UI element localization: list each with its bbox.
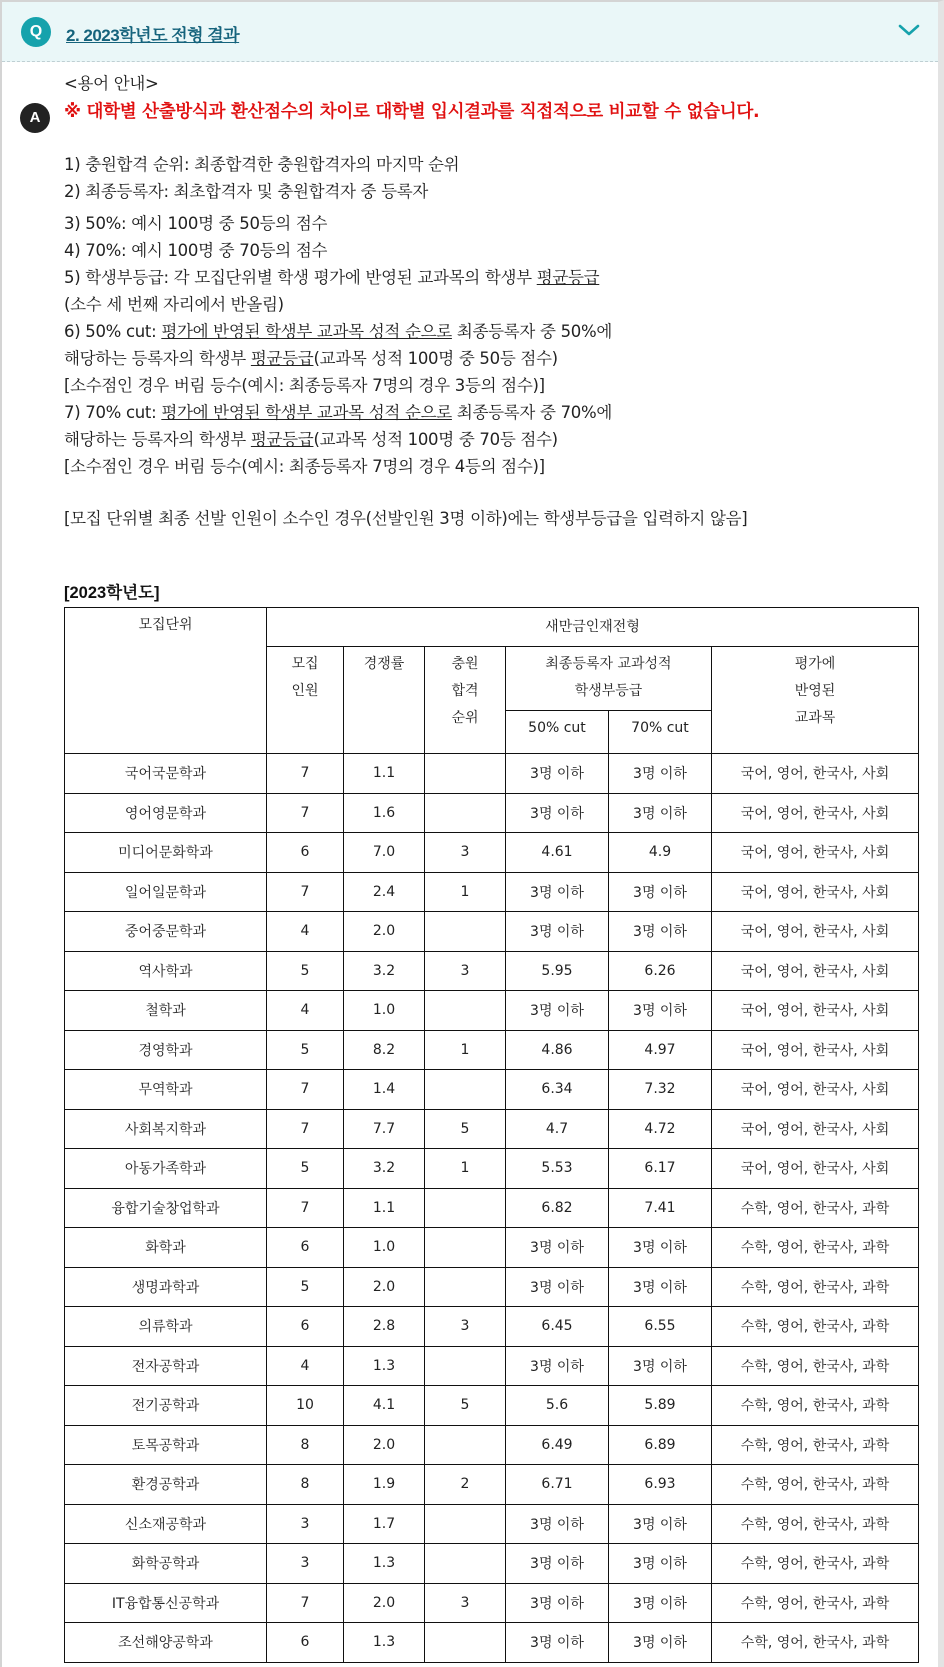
cell-cut50: 4.7 <box>506 1109 609 1149</box>
cell-cut70: 4.97 <box>609 1030 712 1070</box>
cell-unit: 경영학과 <box>65 1030 267 1070</box>
table-row <box>65 1070 919 1110</box>
cell-cut70: 3명 이하 <box>609 1504 712 1544</box>
cell-rate: 2.0 <box>344 912 425 952</box>
header-subjects-l2: 반영된 <box>794 683 836 699</box>
cell-rate: 1.0 <box>344 991 425 1031</box>
table-row <box>65 1465 919 1505</box>
cell-rate: 4.1 <box>344 1386 425 1426</box>
cell-unit: 신소재공학과 <box>65 1504 267 1544</box>
cell-cut50: 3명 이하 <box>506 1346 609 1386</box>
cell-subjects: 국어, 영어, 한국사, 사회 <box>712 833 919 873</box>
definition-1: 1) 충원합격 순위: 최종합격한 충원합격자의 마지막 순위 <box>64 155 460 174</box>
cell-waitlist: 5 <box>425 1386 506 1426</box>
cell-cut50: 3명 이하 <box>506 1583 609 1623</box>
definition-6-text-c: 해당하는 등록자의 학생부 <box>64 349 251 368</box>
header-quota <box>267 647 344 754</box>
cell-unit: 환경공학과 <box>65 1465 267 1505</box>
cell-rate: 1.7 <box>344 1504 425 1544</box>
header-grade-l1: 최종등록자 교과성적 <box>545 656 672 672</box>
definition-7-underline-2: 평균등급 <box>250 430 314 449</box>
table-row <box>65 1228 919 1268</box>
cell-unit: 조선해양공학과 <box>65 1623 267 1663</box>
cell-quota: 3 <box>267 1504 344 1544</box>
definition-6-text-b: 최종등록자 중 50%에 <box>451 322 612 341</box>
cell-cut50: 6.34 <box>506 1070 609 1110</box>
admission-results-table <box>64 607 919 1663</box>
cell-quota: 3 <box>267 1544 344 1584</box>
cell-quota: 5 <box>267 951 344 991</box>
cell-cut70: 3명 이하 <box>609 1623 712 1663</box>
definition-6-text-d: (교과목 성적 100명 중 50등 점수) <box>313 349 558 368</box>
table-title: [2023학년도] <box>64 584 160 602</box>
cell-cut70: 6.17 <box>609 1149 712 1189</box>
cell-cut50: 3명 이하 <box>506 912 609 952</box>
cell-rate: 2.4 <box>344 872 425 912</box>
question-badge: Q <box>21 17 51 47</box>
cell-cut50: 3명 이하 <box>506 793 609 833</box>
cell-waitlist <box>425 912 506 952</box>
cell-cut50: 3명 이하 <box>506 1623 609 1663</box>
definition-2: 2) 최종등록자: 최초합격자 및 충원합격자 중 등록자 <box>64 182 429 201</box>
header-quota-l1: 모집 <box>291 656 319 672</box>
cell-cut50: 3명 이하 <box>506 754 609 794</box>
cell-subjects: 국어, 영어, 한국사, 사회 <box>712 754 919 794</box>
cell-quota: 7 <box>267 1188 344 1228</box>
cell-unit: 영어영문학과 <box>65 793 267 833</box>
cell-cut70: 5.89 <box>609 1386 712 1426</box>
cell-cut50: 6.82 <box>506 1188 609 1228</box>
cell-unit: 국어국문학과 <box>65 754 267 794</box>
cell-rate: 1.3 <box>344 1346 425 1386</box>
definition-6-text: 6) 50% cut: <box>64 322 162 341</box>
cell-quota: 8 <box>267 1425 344 1465</box>
cell-unit: 토목공학과 <box>65 1425 267 1465</box>
cell-quota: 7 <box>267 1070 344 1110</box>
cell-unit: 생명과학과 <box>65 1267 267 1307</box>
cell-rate: 1.3 <box>344 1544 425 1584</box>
header-competition: 경쟁률 <box>344 647 425 754</box>
cell-unit: 화학과 <box>65 1228 267 1268</box>
table-row <box>65 1267 919 1307</box>
cell-cut70: 3명 이하 <box>609 754 712 794</box>
cell-subjects: 국어, 영어, 한국사, 사회 <box>712 793 919 833</box>
cell-subjects: 수학, 영어, 한국사, 과학 <box>712 1307 919 1347</box>
cell-rate: 2.0 <box>344 1425 425 1465</box>
cell-quota: 5 <box>267 1267 344 1307</box>
definition-6-underline-2: 평균등급 <box>250 349 314 368</box>
table-row <box>65 1188 919 1228</box>
cell-rate: 2.0 <box>344 1583 425 1623</box>
definition-5 <box>64 264 924 291</box>
cell-cut50: 6.49 <box>506 1425 609 1465</box>
cell-cut70: 3명 이하 <box>609 1228 712 1268</box>
cell-subjects: 수학, 영어, 한국사, 과학 <box>712 1386 919 1426</box>
definition-3: 3) 50%: 예시 100명 중 50등의 점수 <box>64 214 328 233</box>
table-body <box>65 754 919 1663</box>
table-row <box>65 1425 919 1465</box>
cell-quota: 10 <box>267 1386 344 1426</box>
cell-cut70: 6.55 <box>609 1307 712 1347</box>
cell-cut50: 3명 이하 <box>506 1544 609 1584</box>
cell-rate: 1.9 <box>344 1465 425 1505</box>
cell-rate: 1.3 <box>344 1623 425 1663</box>
cell-cut70: 4.72 <box>609 1109 712 1149</box>
cell-waitlist: 1 <box>425 1030 506 1070</box>
cell-subjects: 수학, 영어, 한국사, 과학 <box>712 1425 919 1465</box>
header-subjects <box>712 647 919 754</box>
definition-4: 4) 70%: 예시 100명 중 70등의 점수 <box>64 241 328 260</box>
cell-cut70: 3명 이하 <box>609 1346 712 1386</box>
table-row <box>65 912 919 952</box>
answer-body <box>64 70 924 532</box>
cell-subjects: 수학, 영어, 한국사, 과학 <box>712 1346 919 1386</box>
cell-rate: 3.2 <box>344 1149 425 1189</box>
cell-unit: 사회복지학과 <box>65 1109 267 1149</box>
cell-cut50: 3명 이하 <box>506 1267 609 1307</box>
header-cut50: 50% cut <box>506 711 609 754</box>
cell-unit: 중어중문학과 <box>65 912 267 952</box>
table-row <box>65 872 919 912</box>
cell-rate: 7.7 <box>344 1109 425 1149</box>
header-admission-type: 새만금인재전형 <box>267 608 919 647</box>
cell-waitlist: 3 <box>425 833 506 873</box>
cell-quota: 7 <box>267 754 344 794</box>
cell-waitlist <box>425 793 506 833</box>
header-grade-l2: 학생부등급 <box>574 683 643 699</box>
header-waitlist <box>425 647 506 754</box>
definition-7-text: 7) 70% cut: <box>64 403 162 422</box>
cell-subjects: 수학, 영어, 한국사, 과학 <box>712 1583 919 1623</box>
table-row <box>65 1030 919 1070</box>
cell-subjects: 국어, 영어, 한국사, 사회 <box>712 912 919 952</box>
cell-unit: 아동가족학과 <box>65 1149 267 1189</box>
cell-unit: 전자공학과 <box>65 1346 267 1386</box>
cell-cut70: 6.26 <box>609 951 712 991</box>
cell-quota: 7 <box>267 793 344 833</box>
header-cut70: 70% cut <box>609 711 712 754</box>
cell-cut70: 6.89 <box>609 1425 712 1465</box>
definition-7 <box>64 399 924 426</box>
cell-cut70: 4.9 <box>609 833 712 873</box>
cell-cut70: 6.93 <box>609 1465 712 1505</box>
definition-5-note: (소수 세 번째 자리에서 반올림) <box>64 295 284 314</box>
cell-quota: 6 <box>267 1307 344 1347</box>
cell-subjects: 국어, 영어, 한국사, 사회 <box>712 951 919 991</box>
cell-subjects: 수학, 영어, 한국사, 과학 <box>712 1465 919 1505</box>
definition-6-note: [소수점인 경우 버림 등수(예시: 최종등록자 7명의 경우 3등의 점수)] <box>64 376 545 395</box>
cell-cut50: 3명 이하 <box>506 1228 609 1268</box>
cell-cut50: 6.71 <box>506 1465 609 1505</box>
cell-waitlist <box>425 1267 506 1307</box>
header-unit: 모집단위 <box>65 608 267 754</box>
cell-rate: 2.8 <box>344 1307 425 1347</box>
cell-waitlist <box>425 1544 506 1584</box>
cell-rate: 1.1 <box>344 754 425 794</box>
header-waitlist-l3: 순위 <box>451 710 479 726</box>
cell-cut50: 5.53 <box>506 1149 609 1189</box>
cell-unit: 철학과 <box>65 991 267 1031</box>
definition-7-cont <box>64 426 924 453</box>
cell-subjects: 수학, 영어, 한국사, 과학 <box>712 1188 919 1228</box>
cell-cut50: 4.86 <box>506 1030 609 1070</box>
cell-waitlist <box>425 754 506 794</box>
cell-quota: 6 <box>267 1623 344 1663</box>
cell-rate: 3.2 <box>344 951 425 991</box>
table-row <box>65 754 919 794</box>
cell-quota: 4 <box>267 912 344 952</box>
definition-7-note: [소수점인 경우 버림 등수(예시: 최종등록자 7명의 경우 4등의 점수)] <box>64 457 545 476</box>
cell-waitlist: 3 <box>425 1307 506 1347</box>
cell-cut70: 7.41 <box>609 1188 712 1228</box>
warning-notice: ※ 대학별 산출방식과 환산점수의 차이로 대학별 입시결과를 직접적으로 비교할 수 없습니다. <box>64 102 760 122</box>
table-row <box>65 793 919 833</box>
cell-cut50: 6.45 <box>506 1307 609 1347</box>
cell-cut70: 3명 이하 <box>609 1267 712 1307</box>
header-subjects-l3: 교과목 <box>794 710 836 726</box>
cell-cut70: 3명 이하 <box>609 872 712 912</box>
header-waitlist-l1: 충원 <box>451 656 479 672</box>
cell-waitlist: 3 <box>425 1583 506 1623</box>
table-row <box>65 1386 919 1426</box>
cell-unit: 일어일문학과 <box>65 872 267 912</box>
cell-quota: 6 <box>267 1228 344 1268</box>
definition-7-text-d: (교과목 성적 100명 중 70등 점수) <box>313 430 558 449</box>
cell-subjects: 국어, 영어, 한국사, 사회 <box>712 872 919 912</box>
cell-waitlist: 1 <box>425 1149 506 1189</box>
cell-cut50: 4.61 <box>506 833 609 873</box>
cell-waitlist <box>425 1504 506 1544</box>
faq-question-header[interactable] <box>2 2 938 62</box>
cell-rate: 1.1 <box>344 1188 425 1228</box>
cell-waitlist <box>425 1188 506 1228</box>
cell-cut50: 3명 이하 <box>506 872 609 912</box>
cell-subjects: 수학, 영어, 한국사, 과학 <box>712 1544 919 1584</box>
chevron-down-icon[interactable] <box>898 22 920 38</box>
cell-unit: 전기공학과 <box>65 1386 267 1426</box>
cell-waitlist <box>425 1623 506 1663</box>
definition-5-underline: 평균등급 <box>536 268 600 287</box>
cell-subjects: 수학, 영어, 한국사, 과학 <box>712 1267 919 1307</box>
cell-subjects: 국어, 영어, 한국사, 사회 <box>712 1070 919 1110</box>
cell-cut70: 7.32 <box>609 1070 712 1110</box>
cell-waitlist <box>425 1228 506 1268</box>
cell-waitlist <box>425 1346 506 1386</box>
table-row <box>65 1504 919 1544</box>
cell-waitlist: 1 <box>425 872 506 912</box>
cell-cut70: 3명 이하 <box>609 1544 712 1584</box>
cell-rate: 2.0 <box>344 1267 425 1307</box>
glossary-title: <용어 안내> <box>64 74 159 93</box>
answer-badge: A <box>20 103 50 133</box>
cell-cut50: 3명 이하 <box>506 1504 609 1544</box>
header-waitlist-l2: 합격 <box>451 683 479 699</box>
cell-quota: 5 <box>267 1149 344 1189</box>
cell-rate: 1.0 <box>344 1228 425 1268</box>
definition-6-cont <box>64 345 924 372</box>
cell-unit: 역사학과 <box>65 951 267 991</box>
table-row <box>65 991 919 1031</box>
cell-subjects: 국어, 영어, 한국사, 사회 <box>712 1030 919 1070</box>
definition-7-text-b: 최종등록자 중 70%에 <box>451 403 612 422</box>
cell-rate: 8.2 <box>344 1030 425 1070</box>
definition-6 <box>64 318 924 345</box>
table-row <box>65 1583 919 1623</box>
table-row <box>65 1149 919 1189</box>
cell-quota: 7 <box>267 1109 344 1149</box>
cell-unit: 미디어문화학과 <box>65 833 267 873</box>
cell-unit: IT융합통신공학과 <box>65 1583 267 1623</box>
cell-unit: 융합기술창업학과 <box>65 1188 267 1228</box>
cell-quota: 4 <box>267 1346 344 1386</box>
cell-cut70: 3명 이하 <box>609 793 712 833</box>
header-quota-l2: 인원 <box>291 683 319 699</box>
cell-unit: 화학공학과 <box>65 1544 267 1584</box>
cell-waitlist <box>425 1070 506 1110</box>
question-title-link[interactable]: 2. 2023학년도 전형 결과 <box>66 26 240 45</box>
table-row <box>65 833 919 873</box>
cell-cut70: 3명 이하 <box>609 912 712 952</box>
cell-waitlist <box>425 991 506 1031</box>
cell-rate: 1.6 <box>344 793 425 833</box>
cell-unit: 의류학과 <box>65 1307 267 1347</box>
header-grade-group <box>506 647 712 711</box>
cell-waitlist: 5 <box>425 1109 506 1149</box>
definition-7-text-c: 해당하는 등록자의 학생부 <box>64 430 251 449</box>
cell-subjects: 수학, 영어, 한국사, 과학 <box>712 1504 919 1544</box>
table-row <box>65 1623 919 1663</box>
cell-subjects: 수학, 영어, 한국사, 과학 <box>712 1623 919 1663</box>
cell-subjects: 수학, 영어, 한국사, 과학 <box>712 1228 919 1268</box>
cell-quota: 5 <box>267 1030 344 1070</box>
cell-subjects: 국어, 영어, 한국사, 사회 <box>712 1149 919 1189</box>
cell-cut50: 5.95 <box>506 951 609 991</box>
cell-quota: 7 <box>267 872 344 912</box>
cell-cut50: 5.6 <box>506 1386 609 1426</box>
cell-cut50: 3명 이하 <box>506 991 609 1031</box>
selection-note: [모집 단위별 최종 선발 인원이 소수인 경우(선발인원 3명 이하)에는 학생부등급을 입력하지 않음] <box>64 509 748 528</box>
cell-subjects: 국어, 영어, 한국사, 사회 <box>712 1109 919 1149</box>
definition-5-text: 5) 학생부등급: 각 모집단위별 학생 평가에 반영된 교과목의 학생부 <box>64 268 537 287</box>
table-row <box>65 951 919 991</box>
cell-rate: 1.4 <box>344 1070 425 1110</box>
cell-subjects: 국어, 영어, 한국사, 사회 <box>712 991 919 1031</box>
cell-unit: 무역학과 <box>65 1070 267 1110</box>
cell-quota: 8 <box>267 1465 344 1505</box>
header-subjects-l1: 평가에 <box>794 656 836 672</box>
cell-waitlist: 2 <box>425 1465 506 1505</box>
cell-waitlist: 3 <box>425 951 506 991</box>
cell-quota: 7 <box>267 1583 344 1623</box>
table-row <box>65 1544 919 1584</box>
table-row <box>65 1307 919 1347</box>
cell-rate: 7.0 <box>344 833 425 873</box>
cell-quota: 6 <box>267 833 344 873</box>
cell-quota: 4 <box>267 991 344 1031</box>
table-row <box>65 1346 919 1386</box>
cell-cut70: 3명 이하 <box>609 991 712 1031</box>
cell-cut70: 3명 이하 <box>609 1583 712 1623</box>
definition-7-underline: 평가에 반영된 학생부 교과목 성적 순으로 <box>161 403 452 422</box>
definition-6-underline: 평가에 반영된 학생부 교과목 성적 순으로 <box>161 322 452 341</box>
cell-waitlist <box>425 1425 506 1465</box>
table-row <box>65 1109 919 1149</box>
